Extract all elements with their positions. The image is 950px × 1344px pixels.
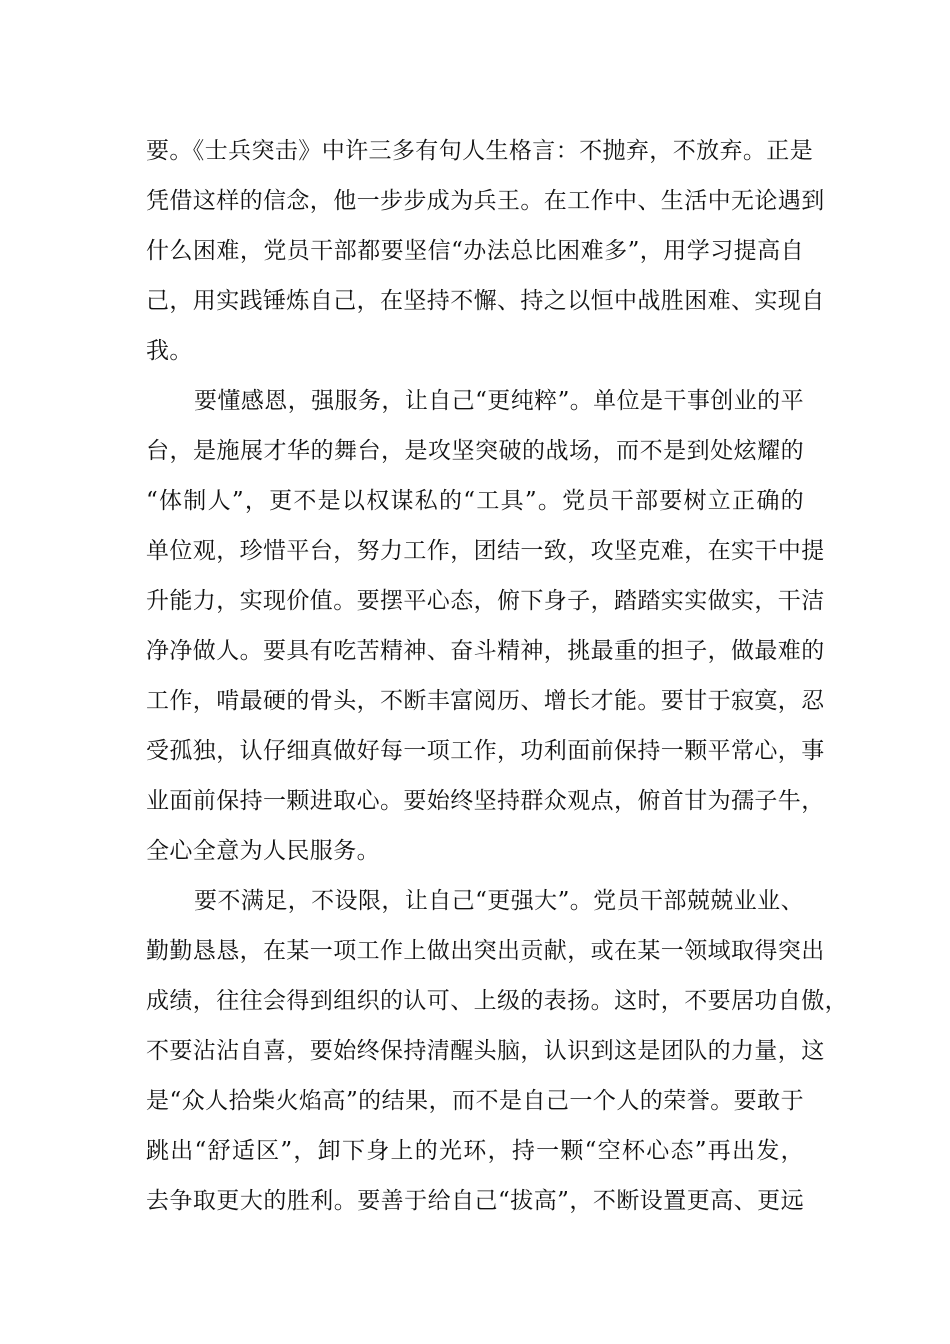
text-line: 净净做人。要具有吃苦精神、奋斗精神，挑最重的担子，做最难的 (146, 638, 825, 664)
paragraph-first-line: 要懂感恩，强服务，让自己“更纯粹”。单位是干事创业的平 (194, 388, 804, 414)
text-line: 是“众人拾柴火焰高”的结果，而不是自己一个人的荣誉。要敢于 (146, 1088, 804, 1114)
text-line: 己，用实践锤炼自己，在坚持不懈、持之以恒中战胜困难、实现自 (146, 288, 825, 314)
text-line: 我。 (146, 338, 193, 364)
text-line: 要。《士兵突击》中许三多有句人生格言：不抛弃，不放弃。正是 (146, 138, 814, 164)
text-line: 不要沾沾自喜，要始终保持清醒头脑，认识到这是团队的力量，这 (146, 1038, 825, 1064)
text-line: “体制人”，更不是以权谋私的“工具”。党员干部要树立正确的 (146, 488, 804, 514)
text-line: 单位观，珍惜平台，努力工作，团结一致，攻坚克难，在实干中提 (146, 538, 825, 564)
text-line: 什么困难，党员干部都要坚信“办法总比困难多”，用学习提高自 (146, 238, 804, 264)
paragraph-first-line: 要不满足，不设限，让自己“更强大”。党员干部兢兢业业、 (194, 888, 804, 914)
text-line: 成绩，往往会得到组织的认可、上级的表扬。这时，不要居功自傲， (146, 988, 848, 1014)
text-line: 业面前保持一颗进取心。要始终坚持群众观点，俯首甘为孺子牛， (146, 788, 825, 814)
text-line: 受孤独，认仔细真做好每一项工作，功利面前保持一颗平常心，事 (146, 738, 825, 764)
text-line: 全心全意为人民服务。 (146, 838, 380, 864)
text-line: 工作，啃最硬的骨头，不断丰富阅历、增长才能。要甘于寂寞，忍 (146, 688, 825, 714)
text-line: 勤勤恳恳，在某一项工作上做出突出贡献，或在某一领域取得突出 (146, 938, 825, 964)
text-line: 台，是施展才华的舞台，是攻坚突破的战场，而不是到处炫耀的 (146, 438, 804, 464)
text-line: 凭借这样的信念，他一步步成为兵王。在工作中、生活中无论遇到 (146, 188, 825, 214)
text-line: 跳出“舒适区”，卸下身上的光环，持一颗“空杯心态”再出发， (146, 1138, 804, 1164)
text-line: 去争取更大的胜利。要善于给自己“拔高”，不断设置更高、更远 (146, 1188, 804, 1214)
text-line: 升能力，实现价值。要摆平心态，俯下身子，踏踏实实做实，干洁 (146, 588, 825, 614)
